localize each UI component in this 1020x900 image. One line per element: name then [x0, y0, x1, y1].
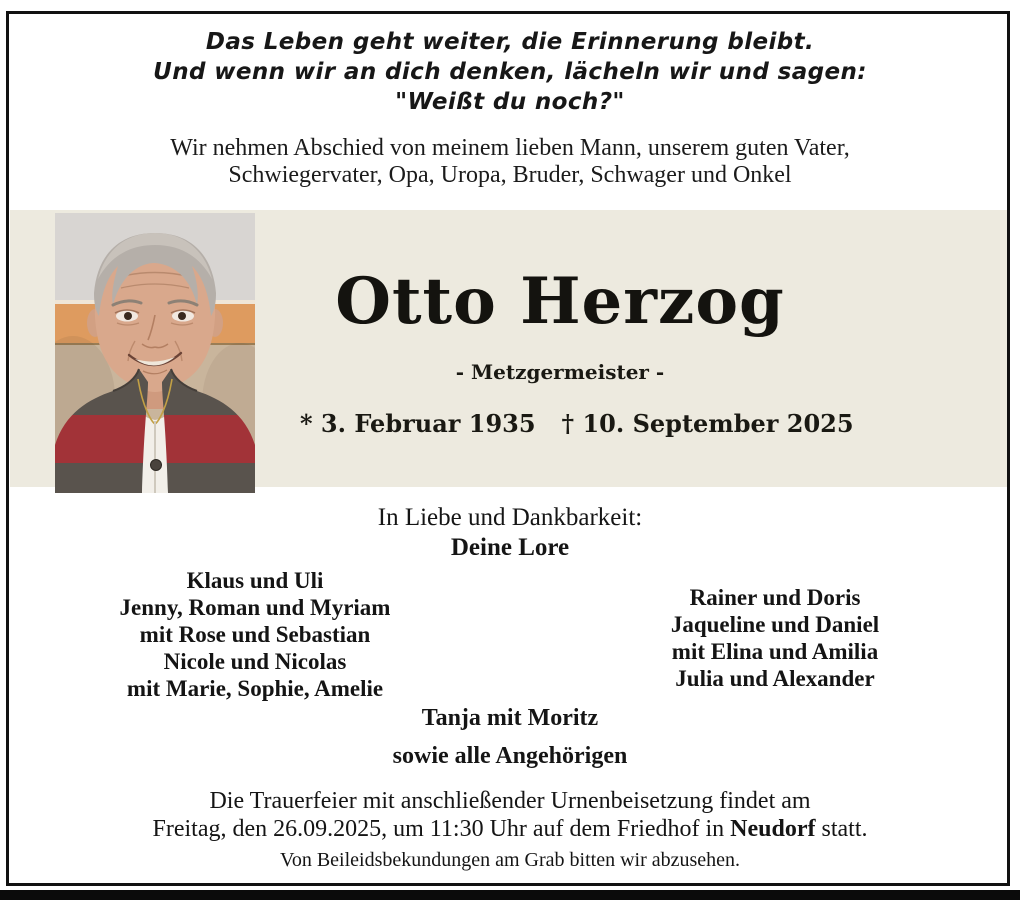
mourning-heading: In Liebe und Dankbarkeit: [377, 504, 643, 531]
mourner-line: Jenny, Roman und Myriam [119, 595, 391, 620]
profession-label: - Metzgermeister - [455, 360, 665, 384]
funeral-location: Neudorf [730, 816, 816, 842]
funeral-line2-pre: Freitag, den 26.09.2025, um 11:30 Uhr auf dem Friedhof in [152, 816, 731, 842]
quote-line-3: "Weißt du noch?" [395, 89, 625, 115]
spouse-name: Deine Lore [450, 534, 570, 561]
mourners-left-column [95, 567, 415, 702]
mourners-right-column [615, 584, 935, 692]
quote-line-1: Das Leben geht weiter, die Erinnerung bleibt. [205, 29, 815, 55]
quote-block [0, 27, 1020, 117]
mourner-line: Rainer und Doris [689, 585, 861, 610]
mourner-line: mit Elina und Amilia [671, 639, 879, 664]
mourner-center-line-1: Tanja mit Moritz [421, 705, 599, 731]
bottom-border-band [0, 890, 1020, 900]
mourner-line: Julia und Alexander [675, 666, 875, 691]
intro-line-1: Wir nehmen Abschied von meinem lieben Mann, unserem guten Vater, [170, 135, 850, 161]
funeral-info-line-2 [0, 816, 1020, 843]
quote-line-2: Und wenn wir an dich denken, lächeln wir und sagen: [153, 59, 867, 85]
portrait-photo-art [55, 213, 255, 493]
funeral-line2-post: statt. [815, 816, 868, 842]
mourner-line: mit Marie, Sophie, Amelie [126, 676, 384, 701]
mourner-line: Nicole und Nicolas [163, 649, 347, 674]
death-date: † 10. September 2025 [561, 409, 854, 438]
mourner-center-line-2: sowie alle Angehörigen [392, 743, 628, 769]
portrait-photo [55, 213, 255, 493]
mourner-line: Klaus und Uli [186, 568, 324, 593]
intro-line-2: Schwiegervater, Opa, Uropa, Bruder, Schwager und Onkel [228, 162, 792, 188]
funeral-info-line-1: Die Trauerfeier mit anschließender Urnenbeisetzung findet am [209, 788, 811, 814]
birth-date: * 3. Februar 1935 [300, 409, 536, 438]
life-dates [300, 409, 854, 438]
mourner-line: mit Rose und Sebastian [139, 622, 371, 647]
funeral-info-line-3: Von Beileidsbekundungen am Grab bitten wir abzusehen. [279, 849, 741, 871]
mourner-line: Jaqueline und Daniel [670, 612, 880, 637]
intro-block [0, 135, 1020, 189]
deceased-name: Otto Herzog [335, 264, 785, 339]
